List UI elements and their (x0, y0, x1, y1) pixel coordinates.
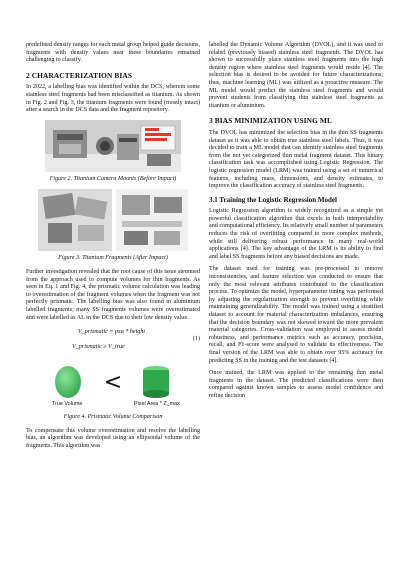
section-2-heading: 2 CHARACTERIZATION BIAS (26, 70, 133, 80)
section-3-1-paragraph-3: Once trained, the LRM was applied to the remaining thin metal fragments in the dataset. The predicted classifications were then compared against known samples to assess model confidence and refine decision (209, 370, 383, 399)
section-3-1-paragraph-1: Logistic Regression algorithm is widely recognized as a simple yet powerful classification algorithm that excels in both interpretability and computational efficiency. Its relatively small number of parameters reduces the risk of overfitting compared to more complex methods, while still delivering robust performance in many real-world applications [4]. The key advantage of the LRM is its ability to find and label SS fragments before any biased decisions are made. (209, 208, 383, 260)
section-2-paragraph-2: Further investigation revealed that the root cause of this issue stemmed from the approach used to compute volumes for thin fragments. As seen in Eq. 1 and Fig. 4, the prismatic volume calculation was leading to overestimation of the fragment volumes when the fragment was not perfectly prismatic. The labelling bias was also found in aluminium labelled fragments; many SS fragments volumes were overestimated and were labelled as AL in the DCS due to their low density value. (26, 268, 200, 321)
intro-paragraph: predefined density ranges for each metal group helped guide decisions, fragments with density values near these boundaries remained challenging to classify. (26, 42, 200, 64)
titanium-fragments-photo (38, 189, 188, 251)
right-column (209, 42, 383, 406)
figure-4-caption: Figure 4. Prismatic Volume Comparison (63, 414, 163, 421)
left-column (26, 42, 200, 455)
true-volume-label: True Volume (52, 401, 83, 408)
equation-number: (1) (192, 336, 200, 343)
camera-mount-photo (45, 120, 181, 172)
figure-2-image (45, 120, 181, 172)
figure-2-caption: Figure 2. Titanium Camera Mounts (Before Impact) (49, 175, 177, 182)
figure-3-caption: Figure 3. Titanium Fragments (After Impact) (58, 255, 168, 262)
equation-1-line-2: V_prismatic ≥ V_true (72, 344, 125, 351)
figure-4-image (38, 362, 188, 410)
prismatic-comparison-graphic (38, 362, 188, 400)
equation-1-line-1: V_prismatic = pxa * height (78, 329, 146, 336)
section-2-paragraph-1: In 2022, a labelling bias was identified within the DCS, wherein some stainless steel fragments had been misclassified as titanium. As shown in Fig. 2 and Fig. 3, the titanium fragments were found (mostly intact) after a search in the DCS data and the fragment repository. (26, 84, 200, 114)
section-3-paragraph-1: The DVOL has minimized the selection bias in the thin SS fragments dataset as it was able to obtain true stainless steel labels. Thus, it was decided to train a ML model that can identify stainless steel fragments from the not yet categorized thin metal fragment dataset. This binary classification task was accomplished using Logistic Regression. The logistic regression model (LRM) was trained using a set of numerical features, including mass, dimensions, and density estimates, to improve the classification accuracy of stainless steel fragments. (209, 129, 383, 190)
comparison-symbol: < (103, 370, 123, 396)
section-3-heading: 3 BIAS MINIMIZATION USING ML (209, 116, 332, 126)
figure-4-labels (38, 400, 188, 410)
pixel-area-label: Pixel Area * Z_max (134, 401, 180, 408)
section-3-1-heading: 3.1 Training the Logistic Regression Model (209, 195, 337, 204)
true-volume-drop (55, 366, 81, 398)
section-3-1-paragraph-2: The dataset used for training was pre-processed to remove inconsistencies, and feature selection was conducted to ensure that only the most relevant attributes contributed to the classification process. To optimize the model, hyperparameter tuning was performed by adjusting the regularization strength to prevent overfitting while maintaining generalizability. The model was trained using a stratified dataset to account for material characterization imbalances, ensuring that the decision boundary was not skewed toward the more prevalent material categories. Cross-validation was employed to assess model robustness, and performance metrics such as accuracy, precision, recall, and F1-score were analysed to validate its effectiveness. The final version of the LRM was able to obtain over 95% accuracy for predicting SS in the training and the test datasets [4]. (209, 266, 383, 364)
right-paragraph-1: labelled the Dynamic Volume Algorithm (DVOL), and it was used to relabel (previously biased) stainless steel fragments. The DVOL has shown to successfully place stainless steel fragments into the high density region where stainless steel fragments would reside [4]. The selection bias is desired to be avoided for future characterizations; thus, machine learning (ML) was utilized as a proactive measure. The ML model would predict the stainless steel fragments and would prevent students from classifying thin stainless steel fragments as titanium or aluminium. (209, 42, 383, 109)
figure-3-image (38, 189, 188, 251)
section-2-paragraph-3: To compensate this volume overestimation and resolve the labelling bias, an algorithm was developed using an ellipsoidal volume of the fragments. This algorithm was (26, 427, 200, 449)
equation-1 (26, 327, 200, 357)
prism-volume-drop (143, 366, 169, 398)
